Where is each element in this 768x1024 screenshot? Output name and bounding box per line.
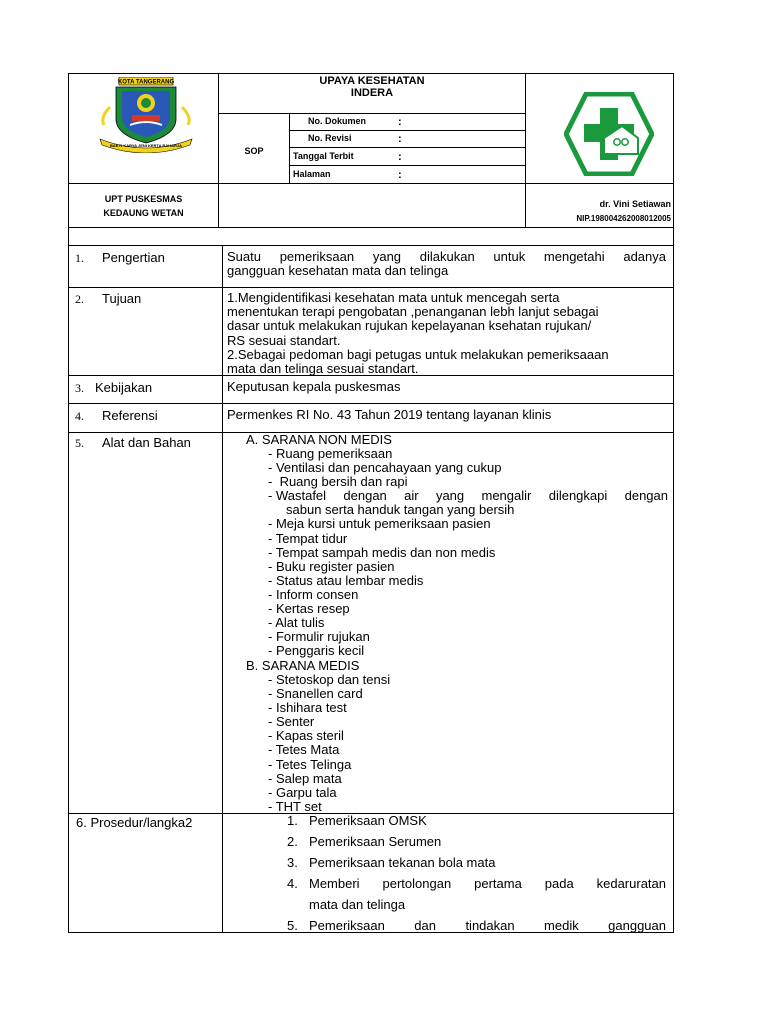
list-item: - Ruang pemeriksaan <box>268 446 393 461</box>
kota-tangerang-logo <box>96 77 196 153</box>
list-item: - Tetes Telinga <box>268 756 352 772</box>
doc-field-sep: : <box>398 151 402 163</box>
step-text: Pemeriksaan Serumen <box>309 834 442 849</box>
svg-text:KOTA TANGERANG: KOTA TANGERANG <box>117 79 175 86</box>
list-item: - Wastafel dengan air yang mengalir dilengkapi dengan <box>268 488 668 504</box>
list-item: - Kapas steril <box>268 728 344 744</box>
step-number: 2. <box>287 834 298 849</box>
list-item: - Snanellen card <box>268 686 363 702</box>
puskesmas-logo <box>564 92 654 176</box>
step-text-cont: mata dan telinga <box>309 897 406 912</box>
list-item: - Status atau lembar medis <box>268 572 424 588</box>
doc-field-sep: : <box>398 133 402 145</box>
section-number: 5. <box>75 436 84 450</box>
step-text: Memberi pertolongan pertama pada kedaruratan <box>309 876 666 891</box>
list-item: - Meja kursi untuk pemeriksaan pasien <box>268 516 491 532</box>
list-item: - Formulir rujukan <box>268 629 370 645</box>
doc-field-label: Tanggal Terbit <box>293 151 354 161</box>
pengertian-text-line2: gangguan kesehatan mata dan telinga <box>227 263 449 278</box>
list-item: - Senter <box>268 714 315 730</box>
group-a-title: A. SARANA NON MEDIS <box>246 432 392 447</box>
sop-title-line2: INDERA <box>350 87 394 99</box>
signer-name: dr. Vini Setiawan <box>599 199 671 209</box>
section-number: 1. <box>75 251 84 265</box>
step-text: Pemeriksaan dan tindakan medik gangguan <box>309 918 666 933</box>
list-item: - Kertas resep <box>268 601 350 617</box>
list-item: - Tetes Mata <box>268 742 340 758</box>
section-number: 2. <box>75 292 84 306</box>
section-number: 4. <box>75 409 84 423</box>
list-item: - Inform consen <box>268 586 359 602</box>
tujuan-text-line: RS sesuai standart. <box>227 332 341 348</box>
list-item: - Ventilasi dan pencahayaan yang cukup <box>268 460 502 476</box>
tujuan-text-line: 1.Mengidentifikasi kesehatan mata untuk mencegah serta <box>227 290 560 305</box>
pengertian-text-line1: Suatu pemeriksaan yang dilakukan untuk mengetahi adanya <box>227 249 666 264</box>
org-name-line2: KEDAUNG WETAN <box>103 208 184 218</box>
list-item: - Ruang bersih dan rapi <box>268 474 408 490</box>
step-number: 3. <box>287 855 298 870</box>
list-item: - Tempat tidur <box>268 530 348 546</box>
step-number: 4. <box>287 876 298 891</box>
step-text: Pemeriksaan OMSK <box>309 813 427 828</box>
doc-field-sep: : <box>398 116 402 128</box>
tujuan-text-line: menentukan terapi pengobatan ,penanganan lebh lanjut sebagai <box>227 304 599 320</box>
doc-field-label: Halaman <box>293 169 331 179</box>
group-b-list <box>268 673 390 814</box>
step-number: 5. <box>287 918 298 933</box>
step-text: Pemeriksaan tekanan bola mata <box>309 855 496 870</box>
signer-nip: NIP.198004262008012005 <box>576 214 671 223</box>
doc-field-label: No. Revisi <box>308 133 352 143</box>
list-item: sabun serta handuk tangan yang bersih <box>286 502 515 518</box>
list-item: - Buku register pasien <box>268 558 395 574</box>
tujuan-text-line: dasar untuk melakukan rujukan kepelayanan ksehatan rujukan/ <box>227 318 592 334</box>
list-item: - Alat tulis <box>268 615 325 631</box>
group-a-list <box>268 447 668 658</box>
list-item: - Ishihara test <box>268 700 347 716</box>
group-b-title: B. SARANA MEDIS <box>246 658 360 673</box>
list-item: - Tempat sampah medis dan non medis <box>268 544 496 560</box>
list-item: - Garpu tala <box>268 784 337 800</box>
list-item: - Penggaris kecil <box>268 643 365 659</box>
kebijakan-text: Keputusan kepala puskesmas <box>227 379 401 394</box>
sop-title-line1: UPAYA KESEHATAN <box>319 75 425 87</box>
section-label: Pengertian <box>102 250 165 265</box>
section-label: 6. Prosedur/langka2 <box>76 815 193 830</box>
list-item: - Stetoskop dan tensi <box>268 672 391 687</box>
sop-label: SOP <box>244 146 264 156</box>
doc-field-sep: : <box>398 169 402 181</box>
list-item: - Salep mata <box>268 770 342 786</box>
list-item: - THT set <box>268 798 322 814</box>
org-name-line1: UPT PUSKESMAS <box>104 194 183 204</box>
doc-field-label: No. Dokumen <box>308 116 367 126</box>
tujuan-text-line: 2.Sebagai pedoman bagi petugas untuk melakukan pemeriksaaan <box>227 346 609 362</box>
tujuan-text-line: mata dan telinga sesuai standart. <box>227 361 419 377</box>
section-label: Kebijakan <box>95 380 153 395</box>
section-label: Alat dan Bahan <box>102 435 191 450</box>
section-number: 3. <box>75 381 84 395</box>
svg-text:BAKTI KARYA JENI KERTA RAHARJA: BAKTI KARYA JENI KERTA RAHARJA <box>109 143 183 148</box>
section-label: Tujuan <box>102 291 142 306</box>
section-label: Referensi <box>102 408 158 423</box>
referensi-text: Permenkes RI No. 43 Tahun 2019 tentang layanan klinis <box>227 407 552 422</box>
step-number: 1. <box>287 813 298 828</box>
